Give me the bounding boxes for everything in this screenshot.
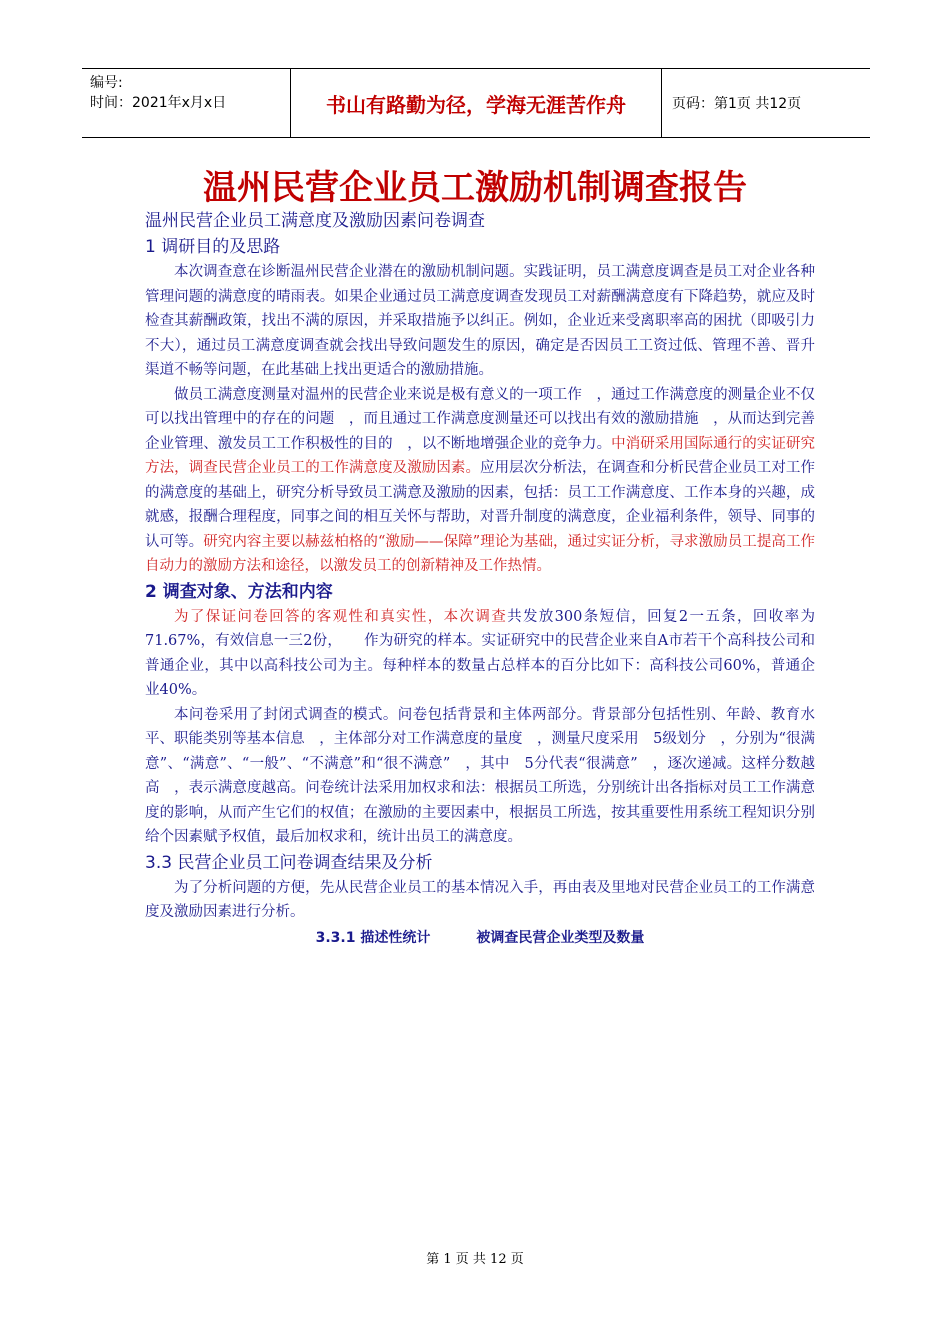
section-1-paragraph-1: 本次调查意在诊断温州民营企业潜在的激励机制问题。实践证明，员工满意度调查是员工对企业各种管理问题的满意度的晴雨表。如果企业通过员工满意度调查发现员工对薪酬满意度有下降趋势，就应及时检查其薪酬政策，找出不满的原因，并采取措施予以纠正。例如，企业近来受离职率高的困扰（即吸引力不大），通过员工满意度调查就会找出导致问题发生的原因，确定是否因员工工资过低、管理不善、晋升渠道不畅等问题，在此基础上找出更适合的激励措施。 bbox=[145, 264, 815, 378]
page-footer: 第 1 页 共 12 页 bbox=[426, 1252, 524, 1267]
header-page-info: 页码：第1页 共12页 bbox=[672, 96, 802, 112]
section-2-paragraph-1 bbox=[145, 605, 815, 703]
time-label: 时间：2021年x月x日 bbox=[90, 95, 227, 111]
header-meta bbox=[82, 69, 291, 137]
highlight-text: 中消研采用国际通行的实证研究方法，调查民营企业员工的工作满意度及激励因素。 bbox=[145, 435, 816, 476]
subsection-heading bbox=[145, 927, 815, 947]
header-motto: 书山有路勤为径，学海无涯苦作舟 bbox=[291, 69, 662, 137]
highlight-text: 研究内容主要以赫兹柏格的“激励——保障”理论为基础，通过实证分析，寻求激励员工提高工作自动力的激励方法和途径，以激发员工的创新精神及工作热情。 bbox=[145, 533, 816, 574]
document-header bbox=[82, 68, 870, 138]
paragraph-text: 应用层次分析法，在调查和分析民营企业员工对工作的满意度的基础上，研究分析导致员工满意及激励的因素，包括：员工工作满意度、工作本身的兴趣，成就感，报酬合理程度，同事之间的相互关怀与帮助，对晋升制度的满意度，企业福利条件，领导、同事的认可等。 bbox=[145, 460, 815, 550]
number-label: 编号: bbox=[90, 75, 123, 91]
highlight-text: 为了保证问卷回答的客观性和真实性，本次调查 bbox=[174, 608, 508, 625]
paragraph-text: 做员工满意度测量对温州的民营企业来说是极有意义的一项工作 ，通过工作满意度的测量企业不仅可以找出管理中的存在的问题 ，而且通过工作满意度测量还可以找出有效的激励措施 ，从而达到完善企业管理、激发员工工作积极性的目的 ，以不断地增强企业的竞争力。 bbox=[145, 386, 815, 452]
document-body bbox=[145, 208, 815, 947]
section-1-heading: 1 调研目的及思路 bbox=[145, 237, 281, 257]
subsection-title: 被调查民营企业类型及数量 bbox=[476, 929, 645, 946]
section-3-heading: 3.3 民营企业员工问卷调查结果及分析 bbox=[145, 852, 433, 873]
section-2-heading: 2 调查对象、方法和内容 bbox=[145, 581, 333, 602]
subtitle: 温州民营企业员工满意度及激励因素问卷调查 bbox=[145, 211, 485, 231]
section-1-paragraph-2 bbox=[145, 383, 815, 579]
document-title: 温州民营企业员工激励机制调查报告 bbox=[203, 168, 747, 208]
section-2-paragraph-2: 本问卷采用了封闭式调查的模式。问卷包括背景和主体两部分。背景部分包括性别、年龄、教育水平、职能类别等基本信息 ，主体部分对工作满意度的量度 ，测量尺度采用 5级划分 ，分别为“很满意”、“满意”、“一般”、“不满意”和“很不满意” ，其中 5分代表“很满意” ，逐次递减。这样分数越高 ，表示满意度越高。问卷统计法采用加权求和法：根据员工所选，分别统计出各指标对员工工作满意度的影响，从而产生它们的权值；在激励的主要因素中，根据员工所选，按其重要性用系统工程知识分别给个因素赋予权值，最后加权求和，统计出员工的满意度。 bbox=[145, 706, 815, 845]
section-3-paragraph-1: 为了分析问题的方便，先从民营企业员工的基本情况入手，再由表及里地对民营企业员工的工作满意度及激励因素进行分析。 bbox=[145, 879, 815, 920]
paragraph-text: 共发放300条短信，回复2一五条，回收率为71.67%，有效信息一三2份， 作为研究的样本。实证研究中的民营企业来自A市若干个高科技公司和普通企业，其中以高科技公司为主。每种样本的数量占总样本的百分比如下：高科技公司60%，普通企业40%。 bbox=[145, 608, 815, 698]
subsection-number: 3.3.1 描述性统计 bbox=[315, 929, 431, 946]
